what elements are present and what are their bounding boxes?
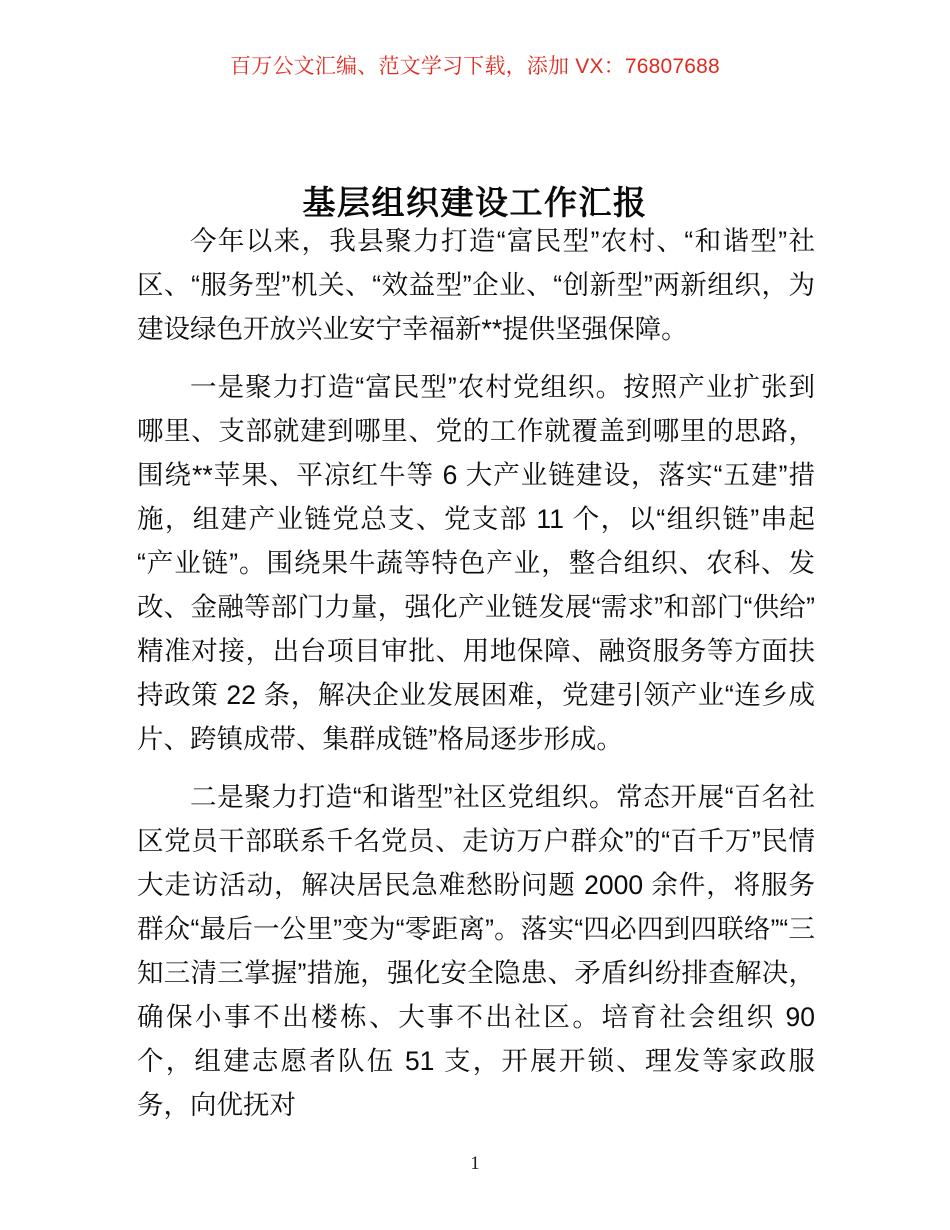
- document-title: 基层组织建设工作汇报: [302, 184, 648, 222]
- paragraph-point-two: 二是聚力打造“和谐型”社区党组织。常态开展“百名社区党员干部联系千名党员、走访万户群众”的“百千万”民情大走访活动，解决居民急难愁盼问题 2000 余件，将服务群众“最后一公里”变为“零距离”。落实“四必四到四联络”“三知三清三掌握”措施，强化安全隐患、矛盾纠纷排查解决，确保小事不出楼栋、大事不出社区。培育社会组织 90 个，组建志愿者队伍 51 支，开展开锁、理发等家政服务，向优抚对: [137, 782, 815, 1120]
- paragraph-intro: 今年以来，我县聚力打造“富民型”农村、“和谐型”社区、“服务型”机关、“效益型”企业、“创新型”两新组织，为建设绿色开放兴业安宁幸福新**提供坚强保障。: [137, 226, 815, 344]
- page-number: 1: [470, 1153, 480, 1174]
- paragraph-point-one: 一是聚力打造“富民型”农村党组织。按照产业扩张到哪里、支部就建到哪里、党的工作就覆盖到哪里的思路，围绕**苹果、平凉红牛等 6 大产业链建设，落实“五建”措施，组建产业链党总支、党支部 11 个，以“组织链”串起“产业链”。围绕果牛蔬等特色产业，整合组织、农科、发改、金融等部门力量，强化产业链发展“需求”和部门“供给”精准对接，出台项目审批、用地保障、融资服务等方面扶持政策 22 条，解决企业发展困难，党建引领产业“连乡成片、跨镇成带、集群成链”格局逐步形成。: [137, 372, 815, 754]
- promo-header-text: 百万公文汇编、范文学习下载，添加 VX：76807688: [230, 55, 720, 78]
- document-body: [137, 219, 815, 1127]
